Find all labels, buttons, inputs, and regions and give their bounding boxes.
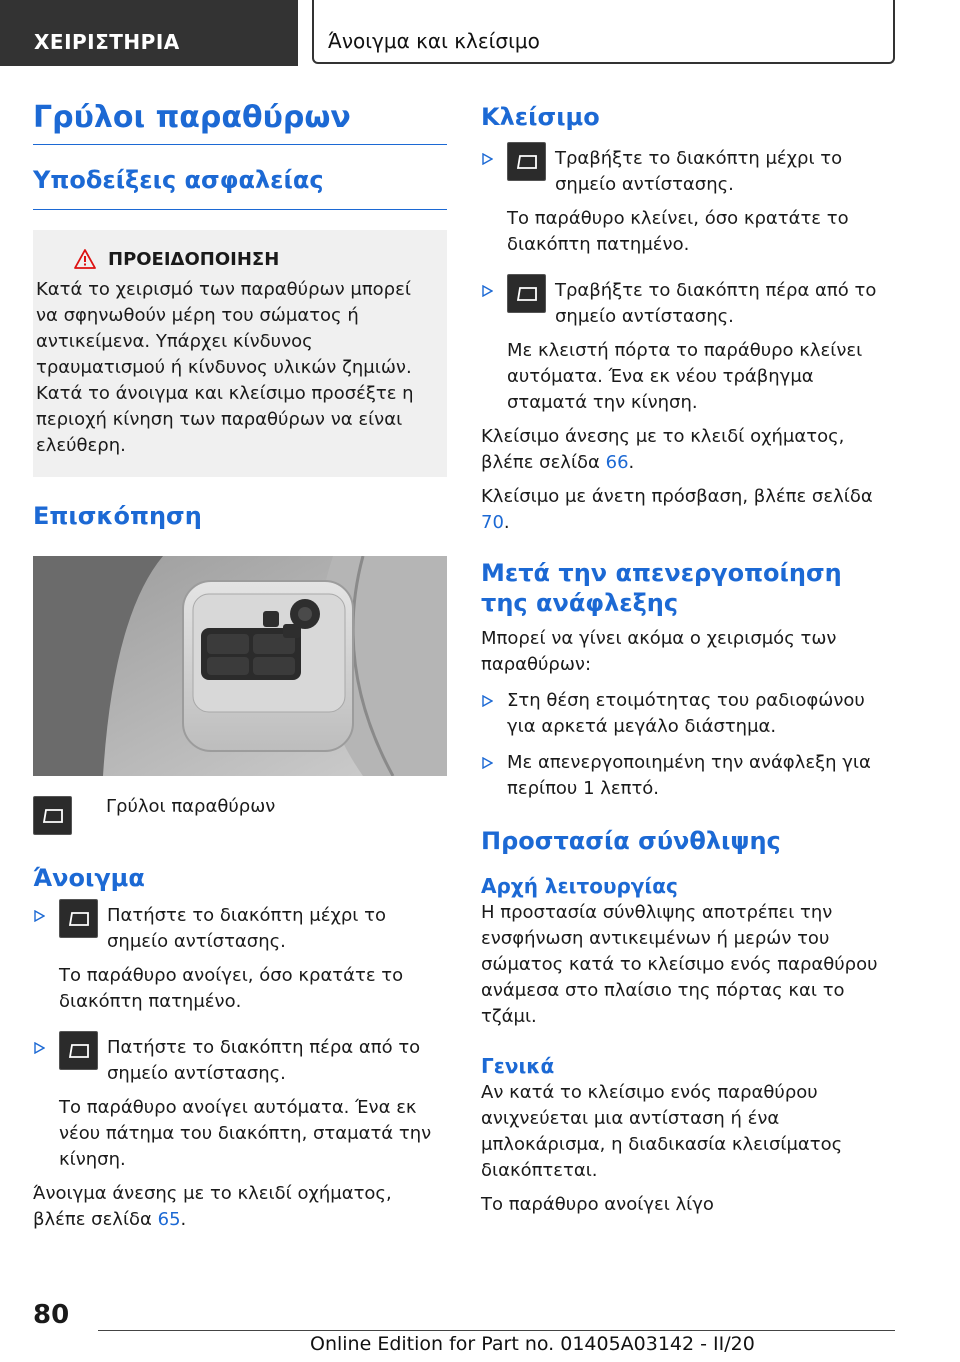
- general-heading: Γενικά: [481, 1054, 555, 1078]
- list-item: [33, 1035, 447, 1173]
- item-text: Πατήστε το διακόπτη μέχρι το σημείο αντίστασης.: [107, 905, 386, 952]
- arrow-bullet-icon: [33, 910, 45, 922]
- warning-text: Κατά το χειρισμό των παραθύρων μπορεί να σφηνωθούν μέρη του σώματος ή αντικείμενα. Υπάρχει κίνδυνος τραυματισμού ή κίνδυνος υλικών ζημιών. Κατά το άνοιγμα και κλείσιμο προσέξτε η περιοχή κίνηση των παραθύρων να είναι ελεύθερη.: [36, 279, 414, 456]
- safety-heading: Υποδείξεις ασφαλείας: [33, 165, 447, 210]
- page-link-70[interactable]: 70: [481, 512, 504, 533]
- principle-text: Η προστασία σύνθλιψης αποτρέπει την ενσφήνωση αντικειμένων ή μερών του σώματος κατά το κλείσιμο ενός παραθύρου ανάμεσα στο πλαίσιο της πόρτας και το τζάμι.: [481, 902, 878, 1027]
- key-close-text: Κλείσιμο άνεσης με το κλειδί οχήματος, βλέπε σελίδα 66.: [481, 426, 845, 473]
- item-text: Τραβήξτε το διακόπτη πέρα από το σημείο αντίστασης.: [555, 280, 877, 327]
- item-subtext: Το παράθυρο ανοίγει αυτόματα. Ένα εκ νέου πάτημα του διακόπτη, σταματά την κίνηση.: [59, 1097, 432, 1170]
- caption-text: Γρύλοι παραθύρων: [106, 796, 276, 817]
- right-column: [481, 100, 895, 1218]
- arrow-bullet-icon: [481, 285, 493, 297]
- item-text: Πατήστε το διακόπτη πέρα από το σημείο αντίστασης.: [107, 1037, 421, 1084]
- item-subtext: Με κλειστή πόρτα το παράθυρο κλείνει αυτόματα. Ένα εκ νέου τράβηγμα σταματά την κίνηση.: [507, 340, 863, 413]
- comfort-close-text: Κλείσιμο με άνετη πρόσβαση, βλέπε σελίδα 70.: [481, 486, 873, 533]
- warning-title-row: [36, 246, 437, 272]
- warning-box: [33, 230, 447, 477]
- window-switch-icon: [59, 899, 98, 938]
- item-text: Στη θέση ετοιμότητας του ραδιοφώνου για αρκετά μεγάλο διάστημα.: [507, 690, 865, 737]
- page-link-65[interactable]: 65: [157, 1209, 181, 1230]
- footer-rule: [98, 1330, 895, 1331]
- chapter-label: Άνοιγμα και κλείσιμο: [312, 0, 895, 64]
- closing-heading: Κλείσιμο: [481, 103, 600, 131]
- item-subtext: Το παράθυρο κλείνει, όσο κρατάτε το διακόπτη πατημένο.: [507, 208, 849, 255]
- general-text-2: Το παράθυρο ανοίγει λίγο: [481, 1194, 714, 1215]
- principle-heading: Αρχή λειτουργίας: [481, 874, 678, 898]
- ignition-heading: Μετά την απενεργοποίηση της ανάφλεξης: [481, 559, 842, 617]
- ignition-list: [481, 688, 895, 802]
- opening-list: [33, 903, 447, 1173]
- item-text: Με απενεργοποιημένη την ανάφλεξη για περίπου 1 λεπτό.: [507, 752, 871, 799]
- window-switch-icon: [59, 1031, 98, 1070]
- window-switch-icon: [507, 142, 546, 181]
- page-header: [0, 0, 960, 66]
- list-item: [481, 688, 895, 740]
- page-title: Γρύλοι παραθύρων: [33, 100, 447, 145]
- window-switch-icon: [507, 274, 546, 313]
- photo-caption: [33, 796, 447, 835]
- arrow-bullet-icon: [33, 1042, 45, 1054]
- window-switch-photo: [33, 556, 447, 776]
- edition-text: Online Edition for Part no. 01405A03142 - II/20: [310, 1333, 755, 1355]
- arrow-bullet-icon: [481, 695, 493, 707]
- list-item: [481, 278, 895, 416]
- opening-heading: Άνοιγμα: [33, 864, 145, 892]
- list-item: [481, 146, 895, 258]
- arrow-bullet-icon: [481, 757, 493, 769]
- warning-title: ΠΡΟΕΙΔΟΠΟΙΗΣΗ: [108, 248, 280, 270]
- overview-heading: Επισκόπηση: [33, 502, 202, 530]
- pinch-heading: Προστασία σύνθλιψης: [481, 827, 781, 855]
- list-item: [33, 903, 447, 1015]
- item-subtext: Το παράθυρο ανοίγει, όσο κρατάτε το διακόπτη πατημένο.: [59, 965, 404, 1012]
- item-text: Τραβήξτε το διακόπτη μέχρι το σημείο αντίστασης.: [555, 148, 843, 195]
- arrow-bullet-icon: [481, 153, 493, 165]
- general-text: Αν κατά το κλείσιμο ενός παραθύρου ανιχνεύεται μια αντίσταση ή ένα μπλοκάρισμα, η διαδικασία κλεισίματος διακόπτεται.: [481, 1082, 843, 1181]
- window-switch-icon: [33, 796, 72, 835]
- list-item: [481, 750, 895, 802]
- page-number: 80: [33, 1300, 70, 1330]
- ignition-intro: Μπορεί να γίνει ακόμα ο χειρισμός των παραθύρων:: [481, 628, 837, 675]
- warning-triangle-icon: [74, 249, 96, 269]
- left-column: [33, 100, 447, 1233]
- remote-open-text: Άνοιγμα άνεσης με το κλειδί οχήματος, βλέπε σελίδα 65.: [33, 1183, 392, 1230]
- closing-list: [481, 146, 895, 416]
- section-label: ΧΕΙΡΙΣΤΗΡΙΑ: [0, 0, 298, 66]
- page-link-66[interactable]: 66: [605, 452, 629, 473]
